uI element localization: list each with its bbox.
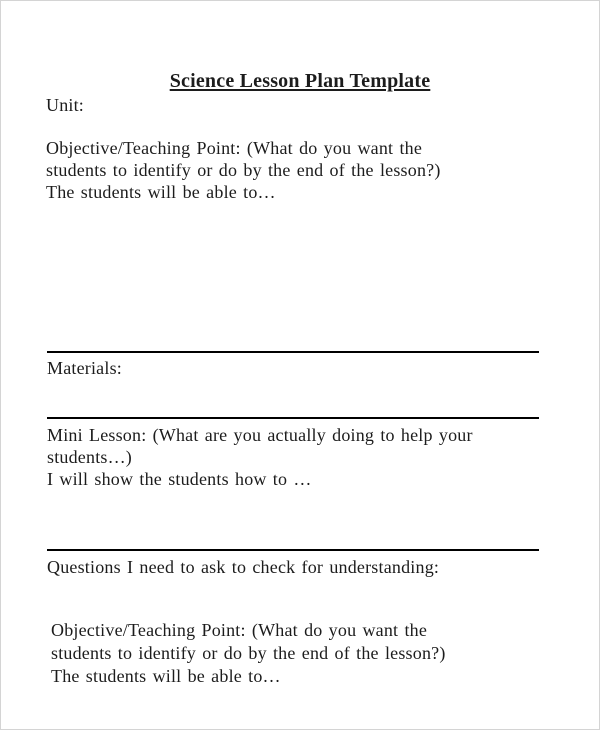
unit-label: Unit: — [46, 95, 85, 115]
objective-repeat-line-3: The students will be able to… — [51, 666, 281, 686]
section-divider-materials — [47, 351, 539, 353]
objective-line-1: Objective/Teaching Point: (What do you want the — [46, 138, 423, 158]
section-divider-mini-lesson — [47, 417, 539, 419]
mini-lesson-line-3: I will show the students how to … — [47, 469, 312, 489]
page-title: Science Lesson Plan Template — [169, 70, 431, 92]
mini-lesson-block — [47, 424, 473, 490]
objective-repeat-line-2: students to identify or do by the end of the lesson?) — [51, 643, 446, 663]
objective-teaching-point-block-repeat — [51, 619, 446, 688]
mini-lesson-line-1: Mini Lesson: (What are you actually doing to help your — [47, 425, 473, 445]
objective-line-3: The students will be able to… — [46, 182, 276, 202]
materials-label: Materials: — [47, 358, 122, 378]
mini-lesson-line-2: students…) — [47, 447, 132, 467]
questions-label: Questions I need to ask to check for understanding: — [47, 557, 440, 577]
objective-line-2: students to identify or do by the end of the lesson?) — [46, 160, 441, 180]
objective-teaching-point-block — [46, 137, 441, 203]
section-divider-questions — [47, 549, 539, 551]
objective-repeat-line-1: Objective/Teaching Point: (What do you want the — [51, 620, 428, 640]
